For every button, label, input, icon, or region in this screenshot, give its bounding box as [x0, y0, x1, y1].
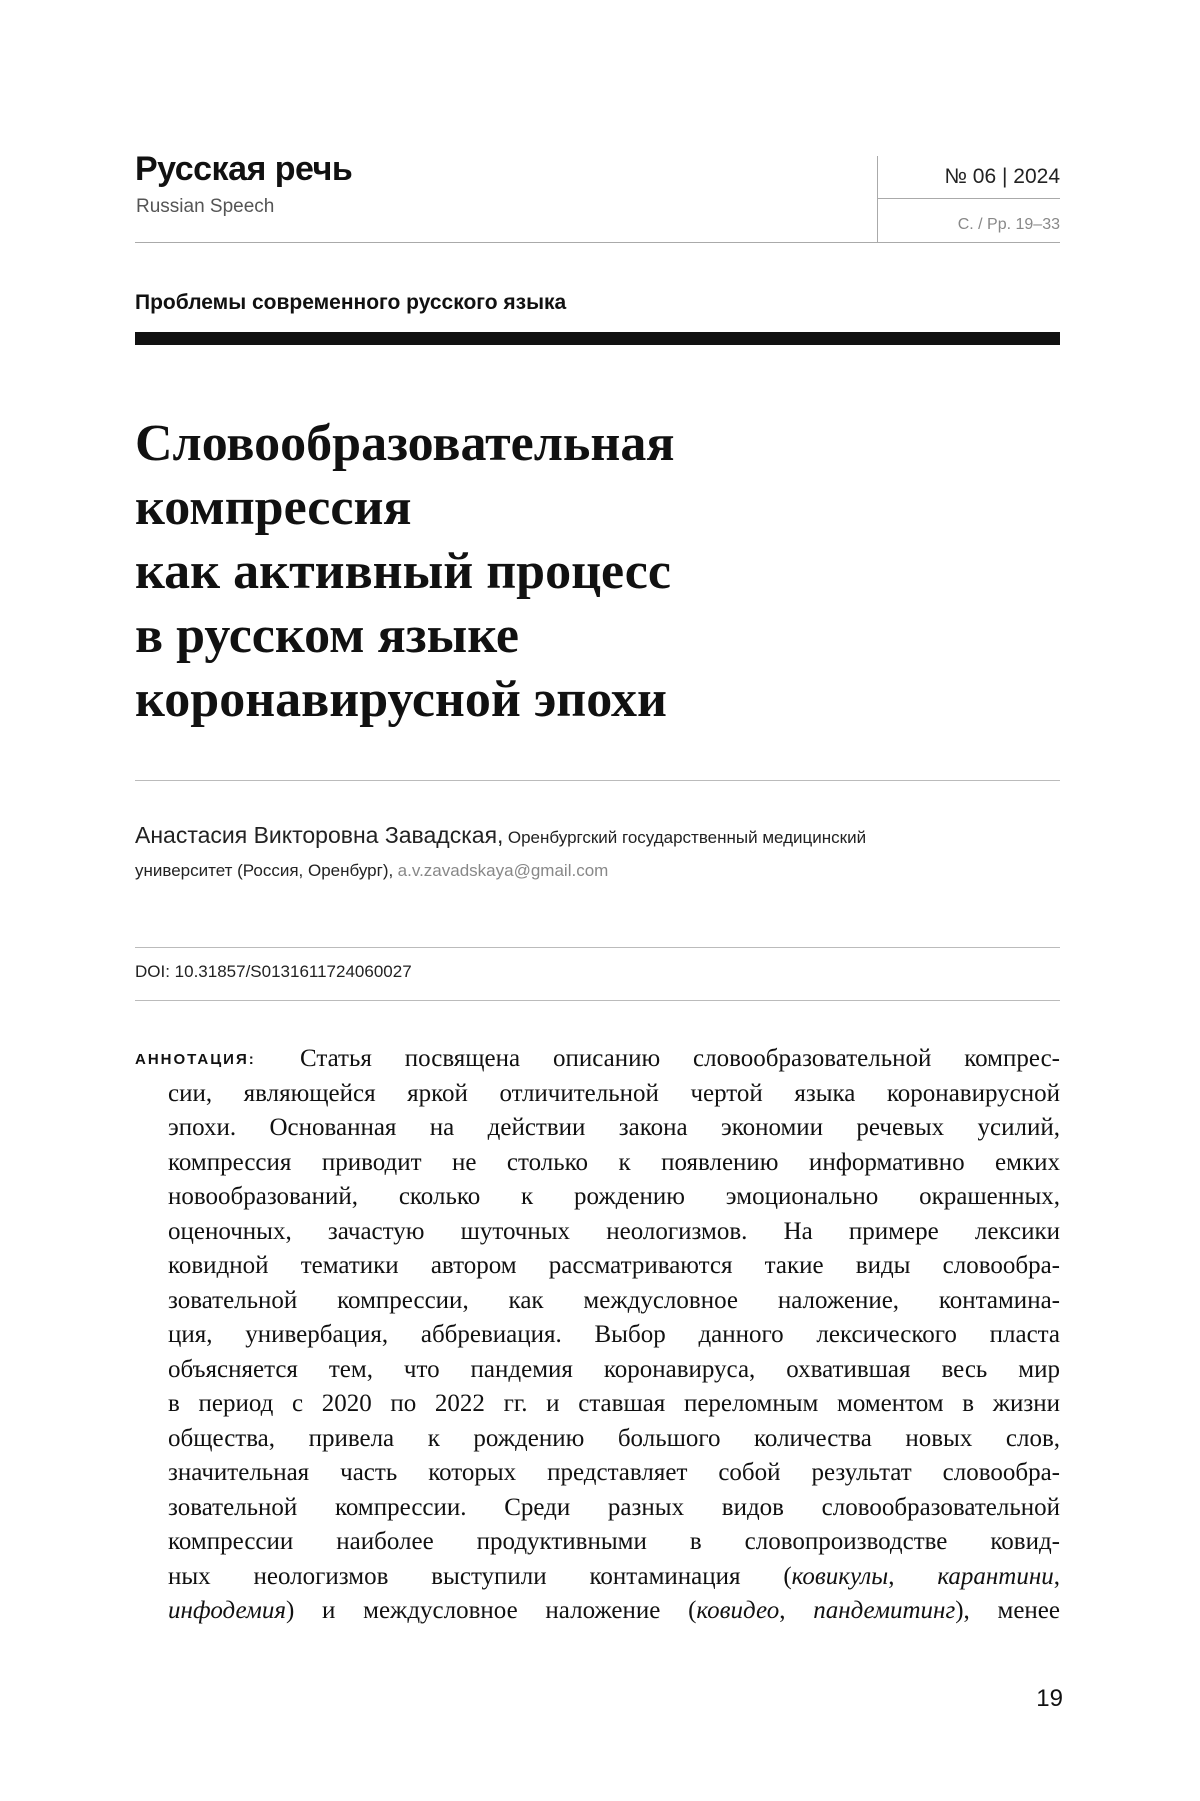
- abstract-line: [168, 1563, 1060, 1591]
- page-number: 19: [1036, 1685, 1063, 1712]
- doi-divider-top: [135, 947, 1060, 948]
- page-range: С. / Pp. 19–33: [957, 216, 1060, 233]
- abstract-line: значительная часть которых представляет собой результат словообра-: [168, 1459, 1060, 1486]
- section-bar: [135, 332, 1060, 345]
- abstract-line: Статья посвящена описанию словообразовательной компрес-: [300, 1045, 1060, 1072]
- abstract-text: ,: [779, 1597, 814, 1624]
- doi: DOI: 10.31857/S0131611724060027: [135, 962, 412, 981]
- abstract-line: новообразований, сколько к рождению эмоционально окрашенных,: [168, 1183, 1060, 1210]
- issue-number: № 06 | 2024: [944, 165, 1060, 188]
- article-title: [135, 412, 895, 732]
- author-block: [135, 819, 1060, 888]
- title-line: в русском языке: [135, 607, 519, 664]
- abstract-line: зовательной компрессии. Среди разных видов словообразовательной: [168, 1494, 1060, 1521]
- abstract-text: ), менее: [955, 1597, 1060, 1624]
- abstract-label: АННОТАЦИЯ:: [135, 1051, 256, 1068]
- abstract-line: зовательной компрессии, как междусловное наложение, контамина-: [168, 1287, 1060, 1314]
- abstract-line: объясняется тем, что пандемия коронавируса, охватившая весь мир: [168, 1356, 1060, 1383]
- title-line: Словообразовательная: [135, 415, 675, 472]
- abstract-text: ных неологизмов выступили контаминация (: [168, 1563, 792, 1590]
- abstract-example: пандемитинг: [813, 1597, 956, 1624]
- issue-rule: [877, 198, 1060, 199]
- title-line: коронавирусной эпохи: [135, 671, 667, 728]
- abstract-line: общества, привела к рождению большого количества новых слов,: [168, 1425, 1060, 1452]
- abstract-line: компрессии наиболее продуктивными в словопроизводстве ковид-: [168, 1528, 1060, 1555]
- abstract-text: ) и междусловное наложение (: [286, 1597, 697, 1624]
- abstract-example: ковикулы: [791, 1563, 889, 1590]
- journal-subtitle: Russian Speech: [136, 196, 275, 217]
- abstract-line: компрессия приводит не столько к появлению информативно емких: [168, 1149, 1060, 1176]
- author-divider: [135, 780, 1060, 781]
- title-line: компрессия: [135, 479, 412, 536]
- abstract-example: ковидео: [696, 1597, 780, 1624]
- section-label: Проблемы современного русского языка: [135, 291, 567, 314]
- abstract-line: в период с 2020 по 2022 гг. и ставшая переломным моментом в жизни: [168, 1390, 1060, 1417]
- title-line: как активный процесс: [135, 543, 671, 600]
- author-affiliation: Оренбургский государственный медицинский: [507, 828, 867, 847]
- doi-divider-bottom: [135, 1000, 1060, 1001]
- author-name: Анастасия Викторовна Завадская,: [135, 822, 504, 848]
- issue-divider: [877, 156, 878, 242]
- author-affiliation-cont: университет (Россия, Оренбург),: [135, 861, 394, 880]
- header-divider: [135, 242, 1060, 243]
- abstract-text: ,: [888, 1563, 938, 1590]
- abstract-line: ция, универбация, аббревиация. Выбор данного лексического пласта: [168, 1321, 1060, 1348]
- abstract-text: ,: [1053, 1563, 1060, 1590]
- abstract-line: [168, 1597, 1060, 1625]
- journal-title: Русская речь: [135, 150, 353, 188]
- abstract-line: ковидной тематики автором рассматриваются такие виды словообра-: [168, 1252, 1060, 1279]
- abstract-line: оценочных, зачастую шуточных неологизмов. На примере лексики: [168, 1218, 1060, 1245]
- author-email-link[interactable]: a.v.zavadskaya@gmail.com: [397, 861, 609, 880]
- abstract-line: эпохи. Основанная на действии закона экономии речевых усилий,: [168, 1114, 1060, 1141]
- abstract-example: инфодемия: [168, 1597, 286, 1624]
- abstract-line: сии, являющейся яркой отличительной чертой языка коронавирусной: [168, 1080, 1060, 1107]
- abstract-example: карантини: [937, 1563, 1054, 1590]
